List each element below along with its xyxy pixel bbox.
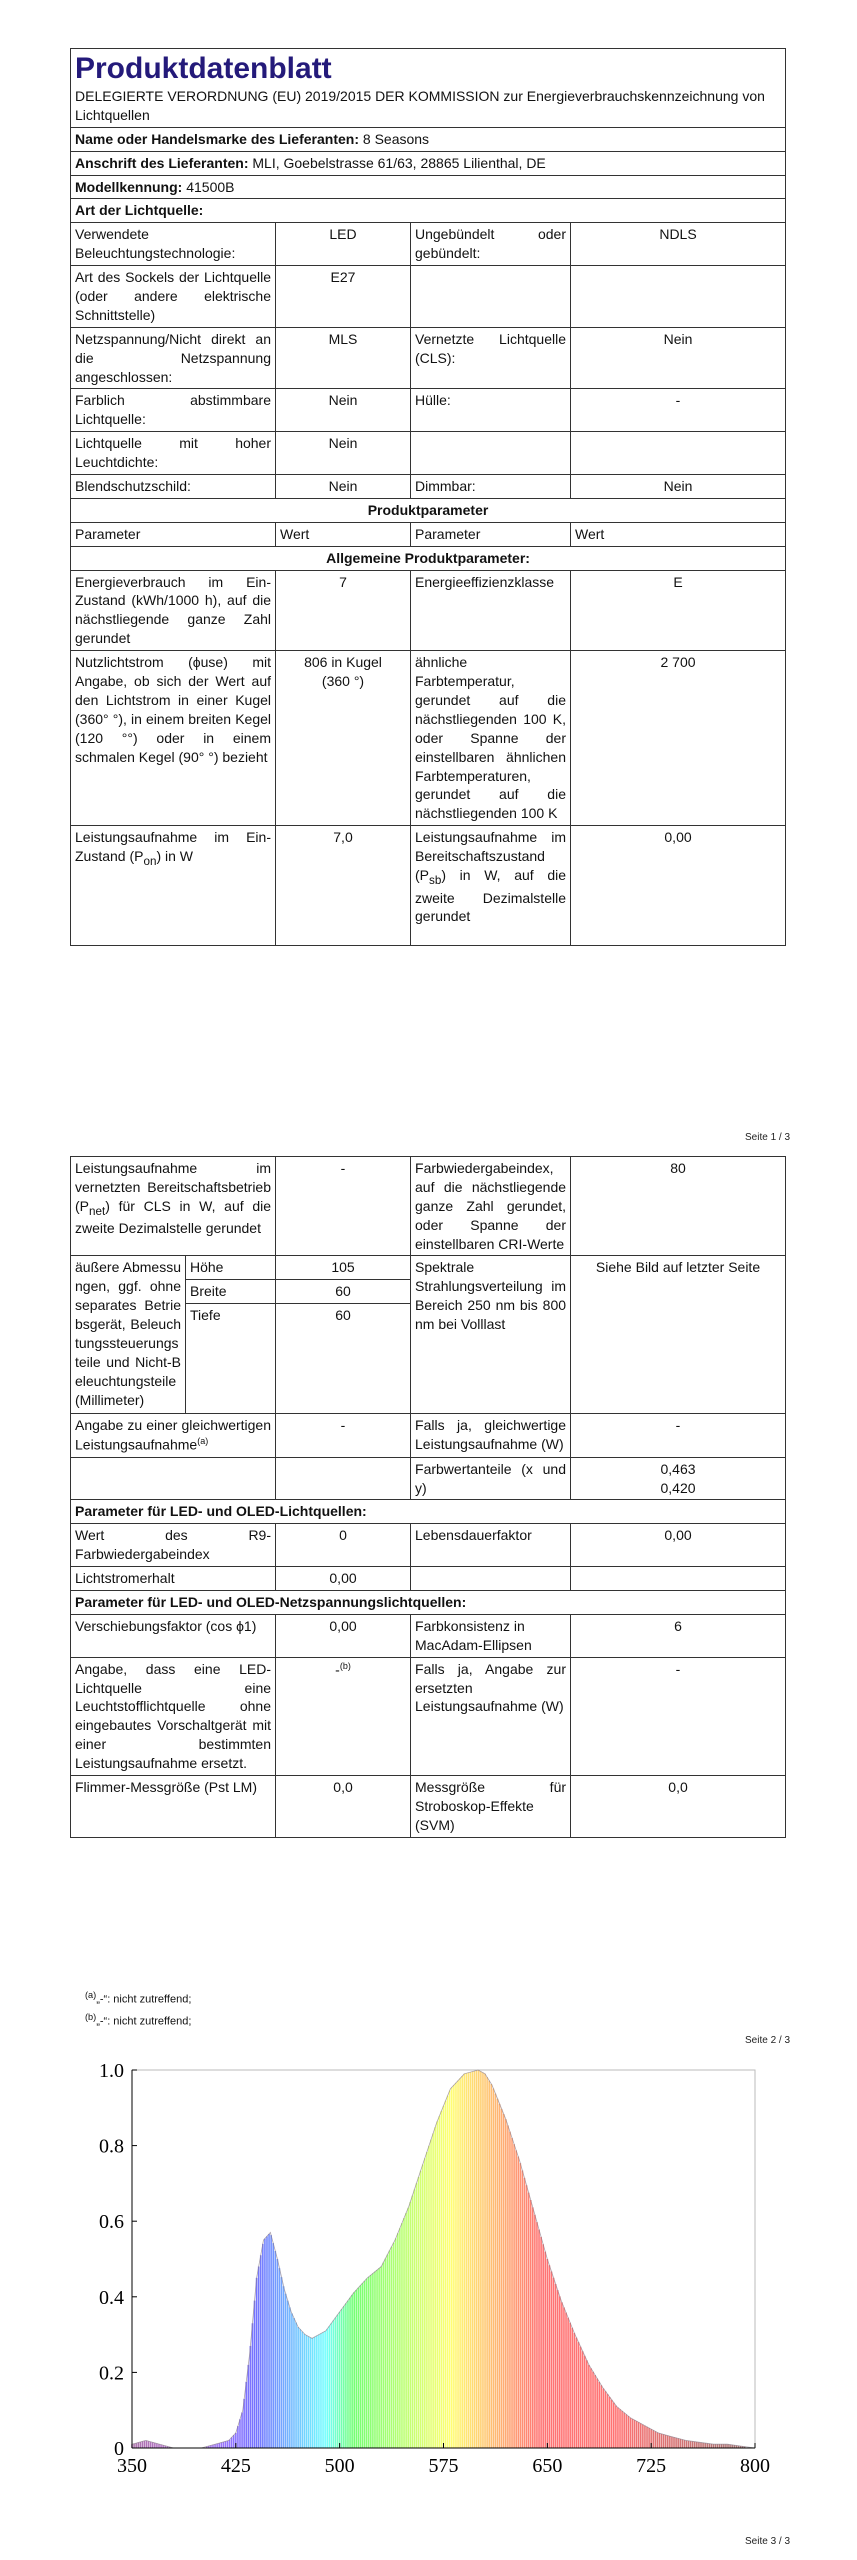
- x-tick-label: 575: [428, 2455, 459, 2477]
- energy-value: 7: [276, 570, 411, 651]
- equivalent-watt-value: -: [571, 1414, 786, 1457]
- y-tick-label: 1.0: [99, 2060, 124, 2082]
- led-parameters-heading: Parameter für LED- und OLED-Lichtquellen:: [71, 1500, 786, 1524]
- address-row: [71, 151, 786, 175]
- survival-label: Lebensdauerfaktor: [411, 1524, 571, 1567]
- model-value: 41500B: [186, 178, 235, 195]
- footnote-a: $^{(a)}$„-“: nicht zutreffend;: [85, 1990, 192, 2006]
- column-header-value: Wert: [276, 522, 411, 546]
- glare-label: Blendschutzschild:: [71, 475, 276, 499]
- depth-value: 60: [276, 1304, 411, 1414]
- cap-value: E27: [276, 266, 411, 328]
- y-tick-label: 0.8: [99, 2135, 124, 2158]
- x-tick-label: 500: [324, 2455, 355, 2477]
- height-label: Höhe: [186, 1256, 276, 1280]
- replacement-value: -$^{(b)}$: [276, 1657, 411, 1775]
- regulation-text: DELEGIERTE VERORDNUNG (EU) 2019/2015 DER KOMMISSION zur Energieverbrauchskennzeichnung von Lichtquellen: [75, 88, 765, 123]
- equivalent-watt-label: Falls ja, gleichwertige Leistungsaufnahme (W): [411, 1414, 571, 1457]
- displacement-factor-label: Verschiebungsfaktor (cos ϕ1): [71, 1614, 276, 1657]
- survival-value: 0,00: [571, 1524, 786, 1567]
- product-sheet-page1: [70, 48, 786, 946]
- replacement-watt-value: -: [571, 1657, 786, 1775]
- r9-value: 0: [276, 1524, 411, 1567]
- page-1: [70, 48, 785, 946]
- page-number-1: Seite 1 / 3: [745, 1132, 791, 1143]
- flux-label: Nutzlichtstrom (ϕuse) mit Angabe, ob sich der Wert auf den Lichtstrom in einer Kugel (360° °), in einem breiten Kegel (120 °°) oder in einem schmalen Kegel (90° °) bezieht: [71, 651, 276, 826]
- footnote-b: $^{(b)}$„-“: nicht zutreffend;: [85, 2012, 192, 2028]
- product-parameters-heading: Produktparameter: [71, 498, 786, 522]
- depth-label: Tiefe: [186, 1304, 276, 1414]
- sheet-header: [71, 49, 786, 128]
- chromaticity-label: Farbwertanteile (x und y): [411, 1457, 571, 1500]
- dimmable-label: Dimmbar:: [411, 475, 571, 499]
- psb-label: Leistungsaufnahme im Bereitschaftszustand $(P_{sb})$ in W, auf die zweite Dezimalstelle gerundet: [411, 826, 571, 946]
- tunable-value: Nein: [276, 389, 411, 432]
- x-tick-label: 425: [220, 2455, 251, 2477]
- pon-value: 7,0: [276, 826, 411, 946]
- colour-consistency-value: 6: [571, 1614, 786, 1657]
- dimensions-label: äußere Abmessungen, ggf. ohne separates Betriebsgerät, Beleuchtungssteuerungsteile und Nicht-Beleuchtungsteile (Millimeter): [71, 1256, 186, 1414]
- cri-label: Farbwiedergabeindex, auf die nächstliegende ganze Zahl gerundet, oder Spanne der einstellbaren CRI-Werte: [411, 1157, 571, 1256]
- y-tick-label: 0.2: [99, 2362, 124, 2385]
- address-value: MLI, Goebelstrasse 61/63, 28865 Lilienthal, DE: [252, 154, 546, 171]
- high-luminance-label: Lichtquelle mit hoher Leuchtdichte:: [71, 432, 276, 475]
- equivalent-power-value: -: [276, 1414, 411, 1457]
- energy-class-label: Energieeffizienzklasse: [411, 570, 571, 651]
- stroboscopic-label: Messgröße für Stroboskop-Effekte (SVM): [411, 1776, 571, 1838]
- y-tick-label: 0.6: [99, 2211, 124, 2234]
- high-luminance-value: Nein: [276, 432, 411, 475]
- tunable-label: Farblich abstimmbare Lichtquelle:: [71, 389, 276, 432]
- address-label: Anschrift des Lieferanten:: [75, 154, 249, 171]
- page-number-3: Seite 3 / 3: [745, 2536, 791, 2547]
- spectral-value: Siehe Bild auf letzter Seite: [571, 1256, 786, 1414]
- general-parameters-heading: Allgemeine Produktparameter:: [71, 546, 786, 570]
- displacement-factor-value: 0,00: [276, 1614, 411, 1657]
- glare-value: Nein: [276, 475, 411, 499]
- column-header-parameter: Parameter: [411, 522, 571, 546]
- page-title: Produktdatenblatt: [75, 52, 332, 85]
- spectral-distribution-chart: [70, 2060, 785, 2480]
- envelope-label: Hülle:: [411, 389, 571, 432]
- cct-value: 2 700: [571, 651, 786, 826]
- model-row: [71, 175, 786, 199]
- cri-value: 80: [571, 1157, 786, 1256]
- r9-label: Wert des R9-Farbwiedergabeindex: [71, 1524, 276, 1567]
- width-value: 60: [276, 1280, 411, 1304]
- lumen-maintenance-value: 0,00: [276, 1567, 411, 1591]
- replacement-label: Angabe, dass eine LED-Lichtquelle eine Leuchtstofflichtquelle ohne eingebautes Vorschaltgerät mit einer bestimmten Leistungsaufnahme ersetzt.: [71, 1657, 276, 1775]
- height-value: 105: [276, 1256, 411, 1280]
- energy-class-value: E: [571, 570, 786, 651]
- supplier-value: 8 Seasons: [362, 130, 430, 147]
- product-sheet-page2: [70, 1156, 786, 1838]
- y-tick-label: 0: [114, 2438, 124, 2460]
- colour-consistency-label: Farbkonsistenz in MacAdam-Ellipsen: [411, 1614, 571, 1657]
- mains-value: MLS: [276, 327, 411, 389]
- tech-label: Verwendete Beleuchtungstechnologie:: [71, 223, 276, 266]
- cct-label: ähnliche Farbtemperatur, gerundet auf die nächstliegenden 100 K, oder Spanne der einstellbaren ähnlichen Farbtemperaturen, gerundet auf die nächstliegenden 100 K: [411, 651, 571, 826]
- mains-led-parameters-heading: Parameter für LED- und OLED-Netzspannungslichtquellen:: [71, 1591, 786, 1615]
- x-tick-label: 350: [117, 2455, 147, 2477]
- flux-value: 806 in Kugel (360 °): [276, 651, 411, 826]
- supplier-label: Name oder Handelsmarke des Lieferanten:: [75, 130, 359, 147]
- column-header-parameter: Parameter: [71, 522, 276, 546]
- spectral-label: Spektrale Strahlungsverteilung im Bereich 250 nm bis 800 nm bei Volllast: [411, 1256, 571, 1414]
- tech-value: LED: [276, 223, 411, 266]
- page-number-2: Seite 2 / 3: [745, 2035, 791, 2046]
- pnet-label: Leistungsaufnahme im vernetzten Bereitschaftsbetrieb $(P_{net})$ für CLS in W, auf die zweite Dezimalstelle gerundet: [71, 1157, 276, 1256]
- cls-value: Nein: [571, 327, 786, 389]
- ndls-value: NDLS: [571, 223, 786, 266]
- x-tick-label: 725: [636, 2455, 667, 2477]
- cap-label: Art des Sockels der Lichtquelle (oder andere elektrische Schnittstelle): [71, 266, 276, 328]
- flicker-value: 0,0: [276, 1776, 411, 1838]
- x-tick-label: 800: [740, 2455, 770, 2477]
- supplier-row: [71, 127, 786, 151]
- psb-value: 0,00: [571, 826, 786, 946]
- model-label: Modellkennung:: [75, 178, 183, 195]
- width-label: Breite: [186, 1280, 276, 1304]
- y-tick-label: 0.4: [99, 2286, 124, 2309]
- page-2: [70, 1156, 785, 1838]
- equivalent-power-label: Angabe zu einer gleichwertigen Leistungsaufnahme$^{(a)}$: [71, 1414, 276, 1457]
- envelope-value: -: [571, 389, 786, 432]
- replacement-watt-label: Falls ja, Angabe zur ersetzten Leistungsaufnahme (W): [411, 1657, 571, 1775]
- dimmable-value: Nein: [571, 475, 786, 499]
- lumen-maintenance-label: Lichtstromerhalt: [71, 1567, 276, 1591]
- energy-label: Energieverbrauch im Ein-Zustand (kWh/1000 h), auf die nächstliegende ganze Zahl gerundet: [71, 570, 276, 651]
- pon-label: Leistungsaufnahme im Ein-Zustand $(P_{on})$ in W: [71, 826, 276, 946]
- flicker-label: Flimmer-Messgröße (Pst LM): [71, 1776, 276, 1838]
- chromaticity-value: 0,463 0,420: [571, 1457, 786, 1500]
- ndls-label: Ungebündelt oder gebündelt:: [411, 223, 571, 266]
- x-tick-label: 650: [532, 2455, 563, 2477]
- stroboscopic-value: 0,0: [571, 1776, 786, 1838]
- light-source-type-heading: Art der Lichtquelle:: [71, 199, 786, 223]
- cls-label: Vernetzte Lichtquelle (CLS):: [411, 327, 571, 389]
- mains-label: Netzspannung/Nicht direkt an die Netzspannung angeschlossen:: [71, 327, 276, 389]
- pnet-value: -: [276, 1157, 411, 1256]
- column-header-value: Wert: [571, 522, 786, 546]
